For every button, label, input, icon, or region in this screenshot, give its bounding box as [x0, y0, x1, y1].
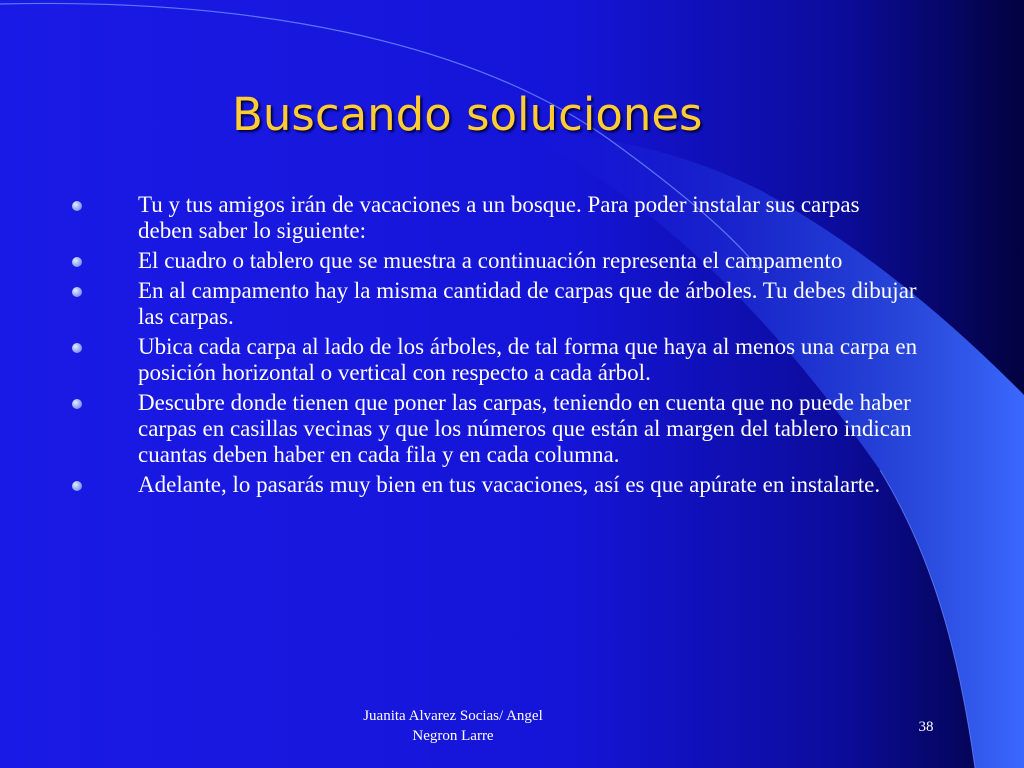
bullet-text: Tu y tus amigos irán de vacaciones a un bosque. Para poder instalar sus carpas deben saber lo siguiente: [138, 192, 860, 243]
bullet-icon [72, 481, 82, 491]
bullet-item [70, 192, 920, 244]
bullet-list [70, 192, 920, 502]
bullet-item [70, 334, 920, 386]
bullet-text: En al campamento hay la misma cantidad de carpas que de árboles. Tu debes dibujar las carpas. [138, 278, 917, 329]
bullet-item [70, 390, 920, 468]
bullet-text: El cuadro o tablero que se muestra a continuación representa el campamento [138, 248, 843, 273]
bullet-item [70, 248, 920, 274]
bullet-text: Adelante, lo pasarás muy bien en tus vacaciones, así es que apúrate en instalarte. [138, 472, 881, 497]
bullet-icon [72, 399, 82, 409]
bullet-text: Descubre donde tienen que poner las carpas, teniendo en cuenta que no puede haber carpas en casillas vecinas y que los números que están al margen del tablero indican cuantas deben haber en cada fila y en cada columna. [138, 390, 912, 467]
bullet-icon [72, 287, 82, 297]
bullet-item [70, 472, 920, 498]
bullet-text: Ubica cada carpa al lado de los árboles, de tal forma que haya al menos una carpa en posición horizontal o vertical con respecto a cada árbol. [138, 334, 918, 385]
bullet-icon [72, 343, 82, 353]
page-number: 38 [918, 719, 934, 735]
bullet-icon [72, 201, 82, 211]
bullet-icon [72, 257, 82, 267]
slide-title: Buscando soluciones [232, 88, 703, 141]
footer-author: Juanita Alvarez Socias/ Angel Negron Larre [363, 708, 543, 744]
bullet-item [70, 278, 920, 330]
